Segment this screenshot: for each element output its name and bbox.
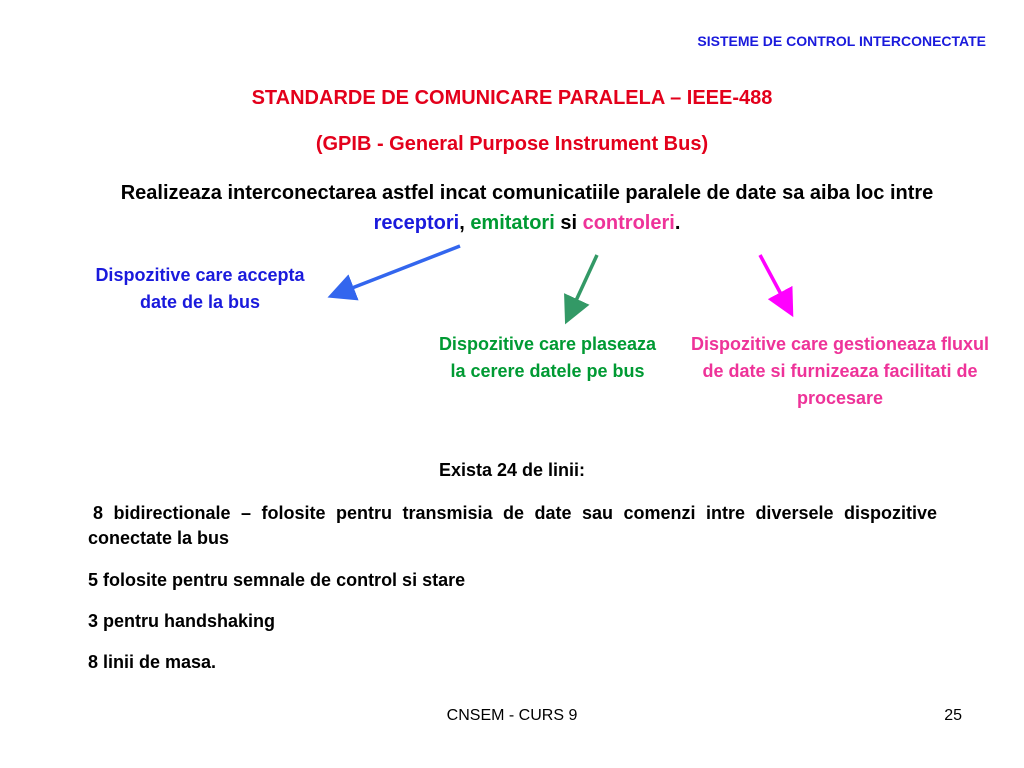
arrow-to-emitatori-icon bbox=[568, 255, 597, 318]
list-item: 3 pentru handshaking bbox=[88, 611, 276, 631]
footer-course: CNSEM - CURS 9 bbox=[446, 707, 578, 724]
emitatori-description: Dispozitive care plaseaza la cerere datele pe bus bbox=[438, 334, 657, 381]
lines-title: Exista 24 de linii: bbox=[438, 460, 586, 480]
page-number: 25 bbox=[944, 707, 962, 724]
slide-subtitle: (GPIB - General Purpose Instrument Bus) bbox=[315, 133, 709, 155]
intro-si: si bbox=[554, 212, 583, 234]
intro-comma: , bbox=[459, 212, 471, 234]
lines-list bbox=[88, 501, 937, 691]
receptori-term: receptori bbox=[373, 212, 460, 234]
course-header: SISTEME DE CONTROL INTERCONECTATE bbox=[697, 33, 986, 49]
list-item: 8 linii de masa. bbox=[88, 652, 217, 672]
arrow-to-controleri-icon bbox=[760, 255, 790, 311]
arrow-to-receptori-icon bbox=[334, 246, 460, 295]
receptori-description: Dispozitive care accepta date de la bus bbox=[95, 265, 305, 312]
intro-period: . bbox=[674, 212, 681, 234]
list-item: 5 folosite pentru semnale de control si stare bbox=[88, 570, 466, 590]
slide-title: STANDARDE DE COMUNICARE PARALELA – IEEE-488 bbox=[251, 87, 773, 109]
list-item: 8 bidirectionale – folosite pentru transmisia de date sau comenzi intre diversele dispozitive conectate la bus bbox=[88, 503, 937, 548]
controleri-term: controleri bbox=[582, 212, 675, 234]
intro-text: Realizeaza interconectarea astfel incat comunicatiile paralele de date sa aiba loc intre bbox=[120, 182, 934, 204]
emitatori-term: emitatori bbox=[470, 212, 555, 234]
controleri-description: Dispozitive care gestioneaza fluxul de date si furnizeaza facilitati de procesare bbox=[690, 334, 990, 408]
